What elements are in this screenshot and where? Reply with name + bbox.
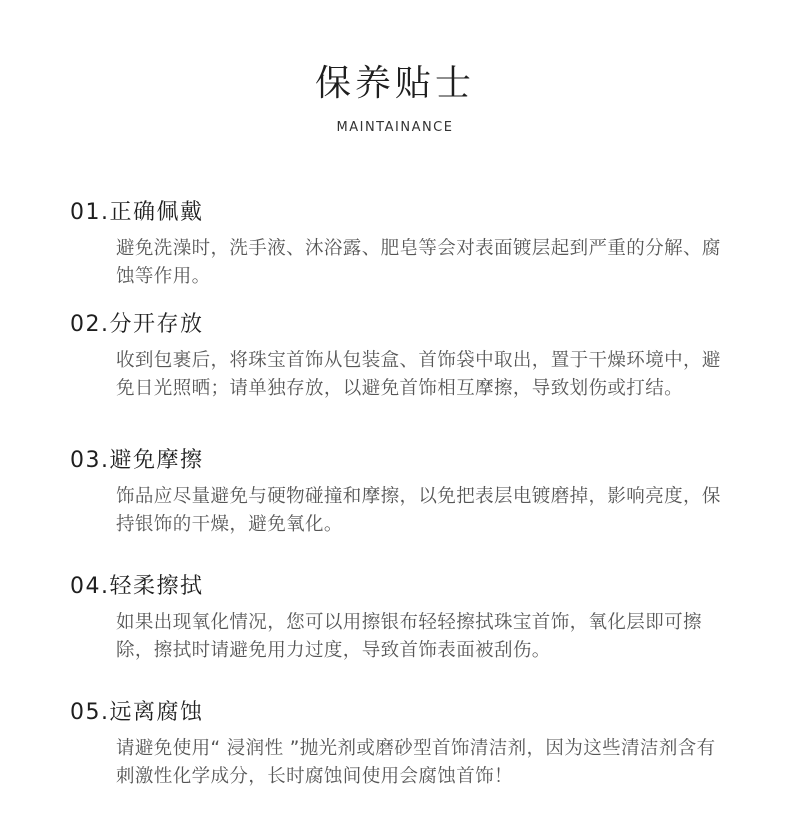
tip-text: 饰品应尽量避免与硬物碰撞和摩擦，以免把表层电镀磨掉，影响亮度，保持银饰的干燥，避免氧化。 xyxy=(116,486,721,535)
tip-heading: 02.分开存放 xyxy=(70,312,204,337)
tip-heading: 01.正确佩戴 xyxy=(70,200,204,225)
tip-heading: 05.远离腐蚀 xyxy=(70,700,204,725)
tip-section-4 xyxy=(70,572,730,665)
tip-section-1 xyxy=(70,198,730,291)
tip-text: 收到包裹后，将珠宝首饰从包装盒、首饰袋中取出，置于干燥环境中，避免日光照晒；请单独存放，以避免首饰相互摩擦，导致划伤或打结。 xyxy=(116,350,721,399)
tip-text: 避免洗澡时，洗手液、沐浴露、肥皂等会对表面镀层起到严重的分解、腐蚀等作用。 xyxy=(116,238,721,287)
tip-heading: 03.避免摩擦 xyxy=(70,448,204,473)
page-subtitle: MAINTAINANCE xyxy=(336,120,454,135)
tip-text: 如果出现氧化情况，您可以用擦银布轻轻擦拭珠宝首饰，氧化层即可擦除，擦拭时请避免用力过度，导致首饰表面被刮伤。 xyxy=(116,612,702,661)
tip-section-3 xyxy=(70,446,730,539)
tip-section-2 xyxy=(70,310,730,403)
tip-section-5 xyxy=(70,698,730,791)
page-title: 保养贴士 xyxy=(314,63,475,104)
tip-text: 请避免使用“ 浸润性 ”抛光剂或磨砂型首饰清洁剂，因为这些清洁剂含有刺激性化学成分，长时腐蚀间使用会腐蚀首饰！ xyxy=(116,738,716,787)
tip-heading: 04.轻柔擦拭 xyxy=(70,574,204,599)
